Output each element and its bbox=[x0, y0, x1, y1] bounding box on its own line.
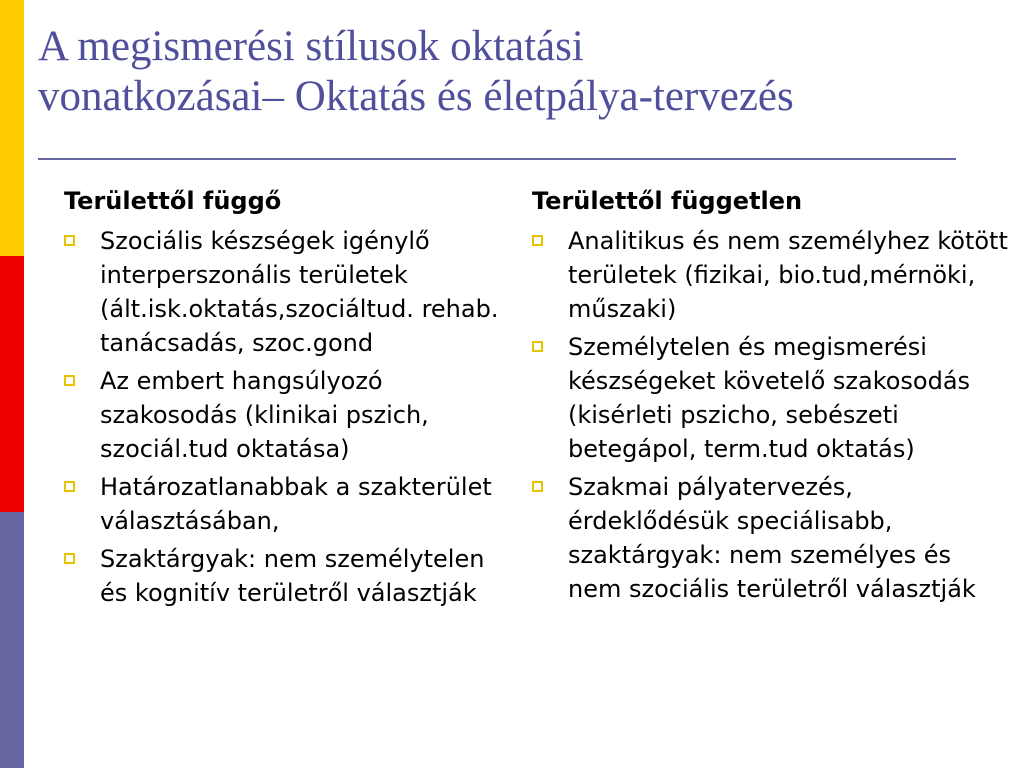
square-bullet-icon bbox=[64, 553, 75, 564]
sidebar-band-red bbox=[0, 256, 24, 512]
list-item-text: Szakmai pályatervezés, érdeklődésük speciálisabb, szaktárgyak: nem személyes és nem szociális területről választják bbox=[568, 473, 976, 603]
list-item bbox=[532, 330, 1012, 466]
list-item bbox=[64, 542, 504, 610]
list-item bbox=[532, 470, 1012, 606]
left-column-heading: Területtől függő bbox=[64, 187, 282, 215]
square-bullet-icon bbox=[64, 481, 75, 492]
square-bullet-icon bbox=[64, 235, 75, 246]
left-column bbox=[64, 184, 504, 614]
right-column bbox=[532, 184, 1012, 610]
sidebar-band-purple bbox=[0, 512, 24, 768]
list-item-text: Analitikus és nem személyhez kötött területek (fizikai, bio.tud,mérnöki, műszaki) bbox=[568, 227, 1008, 323]
list-item bbox=[64, 364, 504, 466]
slide-title-line-2: vonatkozásai– Oktatás és életpálya-tervezés bbox=[38, 73, 794, 120]
list-item-text: Szaktárgyak: nem személytelen és kognitív területről választják bbox=[100, 545, 485, 607]
slide-title-line-1: A megismerési stílusok oktatási bbox=[38, 23, 584, 70]
list-item-text: Az embert hangsúlyozó szakosodás (klinikai pszich, szociál.tud oktatása) bbox=[100, 367, 429, 463]
list-item bbox=[64, 224, 504, 360]
list-item-text: Határozatlanabbak a szakterület választásában, bbox=[100, 473, 492, 535]
slide-title bbox=[38, 22, 1013, 122]
right-column-heading: Területtől független bbox=[532, 187, 803, 215]
title-divider bbox=[38, 158, 956, 160]
sidebar-color-bar bbox=[0, 0, 24, 768]
right-bullet-list bbox=[532, 224, 1012, 606]
square-bullet-icon bbox=[532, 235, 543, 246]
list-item-text: Személytelen és megismerési készségeket követelő szakosodás (kisérleti pszicho, sebészeti betegápol, term.tud oktatás) bbox=[568, 333, 971, 463]
list-item bbox=[532, 224, 1012, 326]
sidebar-band-yellow bbox=[0, 0, 24, 256]
list-item-text: Szociális készségek igénylő interperszonális területek (ált.isk.oktatás,szociáltud. rehab. tanácsadás, szoc.gond bbox=[100, 227, 499, 357]
left-bullet-list bbox=[64, 224, 504, 610]
square-bullet-icon bbox=[532, 341, 543, 352]
list-item bbox=[64, 470, 504, 538]
square-bullet-icon bbox=[64, 375, 75, 386]
square-bullet-icon bbox=[532, 481, 543, 492]
